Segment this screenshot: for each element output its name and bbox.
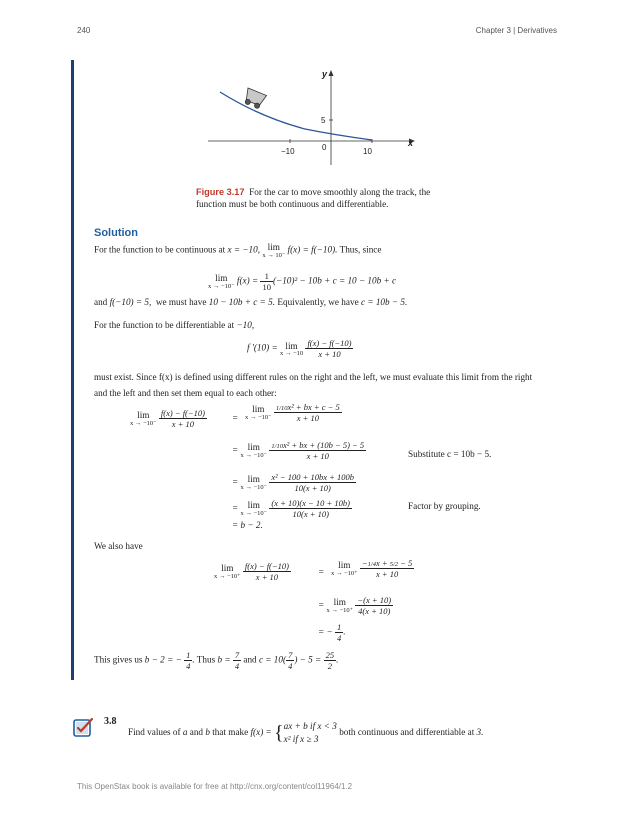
piecewise-case-2: x² if x ≥ 3 xyxy=(283,734,319,744)
math: (−10)² − 10b + c = 10 − 10b + c xyxy=(272,275,397,286)
text: For the function to be differentiable at xyxy=(94,320,235,330)
math: − 5 = xyxy=(299,654,322,665)
exercise-number: 3.8 xyxy=(104,716,117,727)
text: For the function to be continuous at xyxy=(94,244,226,255)
tick-label-pos10: 10 xyxy=(363,147,372,156)
text: Find values of xyxy=(128,727,181,738)
lim: lim x → −10⁻ xyxy=(240,474,268,491)
figure-label: Figure 3.17 xyxy=(196,187,245,197)
fraction: $\frac{\text{1/10x² + bx + c − 5}}{x + 10}$ xyxy=(275,402,340,423)
lim: lim x → −10⁺ xyxy=(214,563,241,580)
fraction: $\frac{1}{10}$ xyxy=(262,271,271,292)
math: c = 10b − 5. xyxy=(360,297,408,307)
text: Thus, since xyxy=(339,244,382,255)
note-factor: Factor by grouping. xyxy=(408,501,481,511)
text: This gives us xyxy=(94,654,143,665)
conclusion-line: This gives us b − 2 = − $\frac{1}{4}$ . Thus b = $\frac{7}{4}$ and c = 10( $\frac{7}{4}$ ) − 5 = $\frac{25}{2}$ . xyxy=(94,650,339,671)
solution-heading: Solution xyxy=(94,227,138,239)
fraction: $\frac{f(x) - f(-10)}{x + 10}$ xyxy=(160,408,205,429)
y-axis-label: y xyxy=(322,69,328,79)
lim: lim x → −10⁻ xyxy=(208,273,235,290)
exercise-text: Find values of a and b that make f(x) = { ax + b if x < 3 x² if x ≥ 3 both continuous and differentiable at 3. xyxy=(128,721,484,744)
equation-2 xyxy=(247,338,353,359)
fraction: $\frac{-(x + 10)}{4(x + 10)}$ xyxy=(357,595,392,616)
fraction: $\frac{\text{1/10x² + bx + (10b − 5) − 5}}{x + 10}$ xyxy=(271,440,365,461)
continuity-result-line xyxy=(94,297,407,307)
continuity-line xyxy=(94,242,381,259)
chapter-title: Chapter 3 | Derivatives xyxy=(475,26,557,35)
differentiable-line xyxy=(94,320,254,330)
checkpoint-icon xyxy=(72,716,94,738)
text: Thus xyxy=(196,654,216,665)
math: f(x) = xyxy=(250,727,272,738)
tick-label-neg10: −10 xyxy=(281,147,295,156)
lim: lim x → −10⁺ xyxy=(326,597,354,614)
lim: lim x → −10⁺ xyxy=(331,560,358,577)
math: b = xyxy=(217,654,231,665)
fraction: $\frac{1}{4}$ xyxy=(337,622,342,643)
fraction: $\frac{(x + 10)(x - 10 + 10b)}{10(x + 10)}$ xyxy=(271,498,350,519)
right-step-1 xyxy=(331,558,414,579)
left-step-3: = lim x → −10⁻ $\frac{\text{x² − 100 + 10bx + 100b}}{10(x + 10)}$ xyxy=(232,472,354,493)
note-substitute: Substitute c = 10b − 5. xyxy=(408,449,492,459)
right-result: = − $\frac{1}{4}$ . xyxy=(318,622,346,643)
text: Equivalently, we have xyxy=(277,297,359,307)
math: 3. xyxy=(476,727,484,738)
lim: lim x → 10⁻ xyxy=(262,242,286,259)
x-axis-label: x xyxy=(408,138,414,148)
fraction: $\frac{\text{x² − 100 + 10bx + 100b}}{10(x + 10)}$ xyxy=(271,472,354,493)
text: and xyxy=(94,297,108,307)
left-step-1 xyxy=(245,402,342,423)
track-curve xyxy=(220,92,372,140)
fraction: $\frac{7}{4}$ xyxy=(288,650,293,671)
math: x = −10, xyxy=(227,244,261,255)
left-result: = b − 2. xyxy=(232,520,263,530)
math: b − 2 = − xyxy=(144,654,182,665)
math: = − xyxy=(318,626,333,637)
math: 10 − 10b + c = 5. xyxy=(208,297,276,307)
text: we must have xyxy=(155,297,207,307)
math: c = 10 xyxy=(258,654,283,665)
also-have: We also have xyxy=(94,541,143,551)
lim: lim x → −10⁻ xyxy=(240,500,268,517)
lim: lim x → −10⁻ xyxy=(130,410,157,427)
figure-caption-text: For the car to move smoothly along the track, the function must be both continuous and differentiable. xyxy=(196,187,431,209)
math: b xyxy=(205,727,210,738)
equals: = xyxy=(318,567,325,577)
fraction: $\frac{f(x) - f(-10)}{x + 10}$ xyxy=(307,338,352,359)
math: f(−10) = 5, xyxy=(109,297,152,307)
math: a xyxy=(182,727,188,738)
lim: lim x → −10 xyxy=(279,340,304,357)
fraction: $\frac{-1/4x + 5/2 - 5}{x + 10}$ xyxy=(361,558,413,579)
left-step-4: = lim x → −10⁻ $\frac{(x + 10)(x - 10 + 10b)}{10(x + 10)}$ xyxy=(232,498,350,519)
equation-1 xyxy=(208,271,396,292)
fraction: $\frac{1}{4}$ xyxy=(186,650,191,671)
tick-label-zero: 0 xyxy=(322,143,327,152)
fraction: $\frac{f(x) - f(-10)}{x + 10}$ xyxy=(244,561,289,582)
example-sidebar-bar xyxy=(71,60,74,680)
lim: lim x → −10⁻ xyxy=(245,404,272,421)
figure-graph xyxy=(200,62,430,172)
text: and xyxy=(243,654,257,665)
tick-label-5: 5 xyxy=(321,116,326,125)
y-axis-arrow xyxy=(329,70,334,76)
footer-note: This OpenStax book is available for free at http://cnx.org/content/col11964/1.2 xyxy=(77,782,353,791)
left-limit-lhs xyxy=(130,408,207,429)
figure-caption xyxy=(196,186,456,210)
text: and xyxy=(189,727,204,738)
equals: = xyxy=(232,413,239,423)
piecewise-case-1: ax + b if x < 3 xyxy=(283,721,337,731)
left-step-2: = lim x → −10⁻ $\frac{\text{1/10x² + bx + (10b − 5) − 5}}{x + 10}$ xyxy=(232,440,365,461)
fraction: $\frac{7}{4}$ xyxy=(234,650,240,671)
text: both continuous and differentiable at xyxy=(339,727,475,738)
must-exist-paragraph: must exist. Since f(x) is defined using different rules on the right and the left, we must evaluate this limit from the right and the left and then set them equal to each other: xyxy=(94,372,533,398)
right-limit-lhs xyxy=(214,561,291,582)
page-number: 240 xyxy=(77,26,91,35)
fraction: $\frac{25}{2}$ xyxy=(325,650,335,671)
right-step-2: = lim x → −10⁺ $\frac{-(x + 10)}{4(x + 10)}$ xyxy=(318,595,392,616)
math: f ′(10) = xyxy=(247,342,278,353)
lim: lim x → −10⁻ xyxy=(240,442,268,459)
math: f(x) = xyxy=(236,275,259,286)
math: f(x) = f(−10). xyxy=(287,244,338,255)
math: −10, xyxy=(236,320,255,330)
text: that make xyxy=(212,727,249,738)
